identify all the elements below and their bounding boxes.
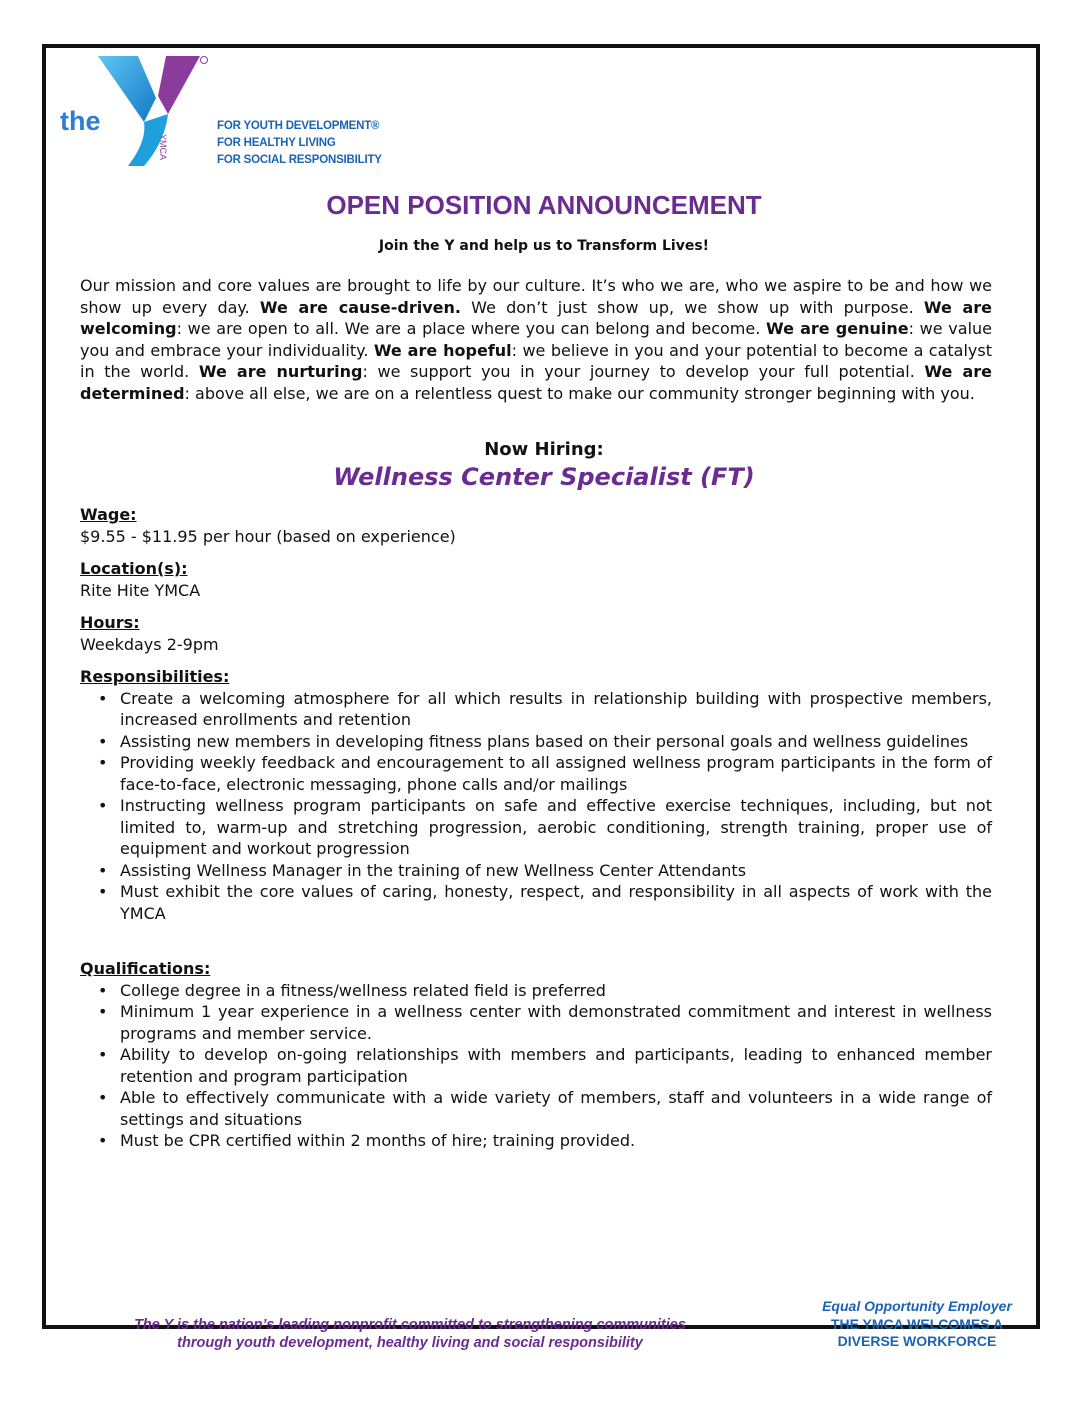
hours-section <box>80 612 992 655</box>
hours-label: Hours: <box>80 613 140 632</box>
footer-mission-statement <box>60 1316 760 1352</box>
list-item: • Must be CPR certified within 2 months of hire; training provided. <box>80 1130 992 1152</box>
logo-the-text: the <box>60 106 101 136</box>
tagline-line-2: FOR HEALTHY LIVING <box>217 137 336 149</box>
list-item: • College degree in a fitness/wellness related field is preferred <box>80 980 992 1002</box>
subtitle: Join the Y and help us to Transform Lives! <box>378 238 710 254</box>
location-label: Location(s): <box>80 559 188 578</box>
hours-value: Weekdays 2-9pm <box>80 634 219 654</box>
list-item: • Assisting new members in developing fitness plans based on their personal goals and wellness guidelines <box>80 731 992 753</box>
wage-section <box>80 504 992 547</box>
y-right-arm <box>158 56 200 114</box>
list-item: • Ability to develop on-going relationships with members and participants, leading to enhanced member retention and program participation <box>80 1044 992 1087</box>
qualifications-label: Qualifications: <box>80 959 211 978</box>
list-item: • Minimum 1 year experience in a wellness center with demonstrated commitment and interest in wellness programs and member service. <box>80 1001 992 1044</box>
wage-value: $9.55 - $11.95 per hour (based on experience) <box>80 526 456 546</box>
equal-opportunity-employer: Equal Opportunity Employer <box>822 1298 1012 1314</box>
footer-left-line-2: through youth development, healthy living and social responsibility <box>177 1335 643 1351</box>
list-item: • Must exhibit the core values of caring, honesty, respect, and responsibility in all aspects of work with the YMCA <box>80 881 992 924</box>
now-hiring-heading: Now Hiring: <box>484 439 604 460</box>
job-title: Wellness Center Specialist (FT) <box>333 463 755 491</box>
y-left-arm <box>98 56 156 122</box>
responsibilities-list <box>80 688 992 925</box>
tagline-line-1: FOR YOUTH DEVELOPMENT® <box>217 120 380 132</box>
qualifications-list <box>80 980 992 1152</box>
page-title: OPEN POSITION ANNOUNCEMENT <box>326 190 762 220</box>
footer-eoe-block <box>782 1298 1052 1351</box>
footer-welcome-line-1: THE YMCA WELCOMES A <box>830 1315 1004 1332</box>
qualifications-section <box>80 958 992 1152</box>
list-item: • Providing weekly feedback and encouragement to all assigned wellness program participants in the form of face-to-face, electronic messaging, phone calls and/or mailings <box>80 752 992 795</box>
footer-left-line-1: The Y is the nation’s leading nonprofit committed to strengthening communities <box>134 1317 686 1333</box>
responsibilities-section <box>80 666 992 924</box>
logo-ymca-text: YMCA <box>158 134 168 161</box>
list-item: • Create a welcoming atmosphere for all which results in relationship building with prospective members, increased enrollments and retention <box>80 688 992 731</box>
list-item: • Instructing wellness program participants on safe and effective exercise techniques, including, but not limited to, warm-up and stretching progression, aerobic conditioning, strength training, proper use of equipment and workout progression <box>80 795 992 860</box>
footer-welcome-line-2: DIVERSE WORKFORCE <box>837 1333 997 1349</box>
list-item: • Able to effectively communicate with a wide variety of members, staff and volunteers in a wide range of settings and situations <box>80 1087 992 1130</box>
list-item: • Assisting Wellness Manager in the training of new Wellness Center Attendants <box>80 860 992 882</box>
mission-paragraph: Our mission and core values are brought to life by our culture. It’s who we are, who we aspire to be and how we show up every day. We are cause-driven. We don’t just show up, we show up with purpose. We are welcoming: we are open to all. We are a place where you can belong and become. We are genuine: we value you and embrace your individuality. We are hopeful: we believe in you and your potential to become a catalyst in the world. We are nurturing: we support you in your journey to develop your full potential. We are determined: above all else, we are on a relentless quest to make our community stronger beginning with you. <box>80 276 993 403</box>
tagline-line-3: FOR SOCIAL RESPONSIBILITY <box>217 154 382 166</box>
location-section <box>80 558 992 601</box>
location-value: Rite Hite YMCA <box>80 580 201 600</box>
logo-tagline <box>217 118 382 169</box>
wage-label: Wage: <box>80 505 137 524</box>
responsibilities-label: Responsibilities: <box>80 667 230 686</box>
